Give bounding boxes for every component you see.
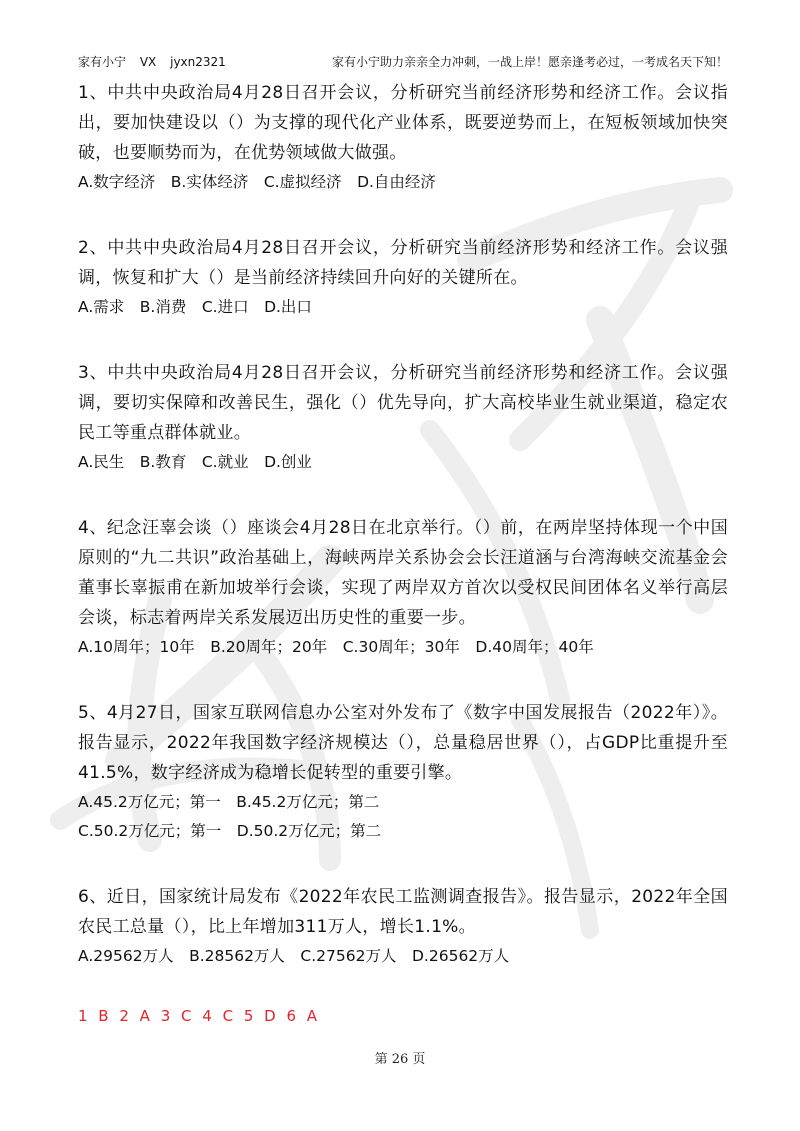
question-3 bbox=[78, 358, 728, 477]
question-2 bbox=[78, 233, 728, 322]
question-stem: 1、中共中央政治局4月28日召开会议，分析研究当前经济形势和经济工作。会议指出，要加快建设以（）为支撑的现代化产业体系，既要逆势而上，在短板领域加快突破，也要顺势而为，在优势领域做大做强。 bbox=[78, 83, 728, 163]
page-number: 第 26 页 bbox=[374, 1052, 426, 1067]
question-stem: 2、中共中央政治局4月28日召开会议，分析研究当前经济形势和经济工作。会议强调，恢复和扩大（）是当前经济持续回升向好的关键所在。 bbox=[78, 238, 728, 288]
header-left bbox=[78, 52, 236, 72]
header-id: jyxn2321 bbox=[170, 55, 226, 69]
question-stem: 6、近日，国家统计局发布《2022年农民工监测调查报告》。报告显示，2022年全国农民工总量（），比上年增加311万人，增长1.1%。 bbox=[78, 887, 728, 937]
header-slogan: 家有小宁助力亲亲全力冲刺，一战上岸！愿亲逢考必过，一考成名天下知！ bbox=[331, 55, 728, 69]
question-6 bbox=[78, 882, 728, 971]
question-options bbox=[78, 168, 728, 197]
page-header bbox=[78, 52, 728, 72]
header-vx: VX bbox=[139, 55, 157, 69]
question-stem: 4、纪念汪辜会谈（）座谈会4月28日在北京举行。（）前，在两岸坚持体现一个中国原则的“九二共识”政治基础上，海峡两岸关系协会会长汪道涵与台湾海峡交流基金会董事长辜振甫在新加坡举行会谈，实现了两岸双方首次以受权民间团体名义举行高层会谈，标志着两岸关系发展迈出历史性的重要一步。 bbox=[78, 518, 728, 628]
question-stem: 3、中共中央政治局4月28日召开会议，分析研究当前经济形势和经济工作。会议强调，要切实保障和改善民生，强化（）优先导向，扩大高校毕业生就业渠道，稳定农民工等重点群体就业。 bbox=[78, 363, 728, 443]
question-options bbox=[78, 942, 728, 971]
question-5 bbox=[78, 698, 728, 846]
option-line: A.民生 B.教育 C.就业 D.创业 bbox=[78, 453, 312, 471]
header-name: 家有小宁 bbox=[78, 55, 127, 69]
question-stem: 5、4月27日，国家互联网信息办公室对外发布了《数字中国发展报告（2022年）》。报告显示，2022年我国数字经济规模达（），总量稳居世界（），占GDP比重提升至41.5%，数字经济成为稳增长促转型的重要引擎。 bbox=[78, 703, 728, 783]
document-page bbox=[78, 52, 728, 1025]
question-4 bbox=[78, 513, 728, 662]
question-1 bbox=[78, 78, 728, 197]
option-line: A.需求 B.消费 C.进口 D.出口 bbox=[78, 298, 312, 316]
option-line: A.29562万人 B.28562万人 C.27562万人 D.26562万人 bbox=[78, 947, 510, 965]
option-line: A.数字经济 B.实体经济 C.虚拟经济 D.自由经济 bbox=[78, 173, 436, 191]
question-options bbox=[78, 633, 728, 662]
option-line: C.50.2万亿元；第一 D.50.2万亿元；第二 bbox=[78, 822, 382, 840]
question-options bbox=[78, 448, 728, 477]
option-line: A.45.2万亿元；第一 B.45.2万亿元；第二 bbox=[78, 793, 380, 811]
option-line: A.10周年；10年 B.20周年；20年 C.30周年；30年 D.40周年；40年 bbox=[78, 638, 594, 656]
question-options bbox=[78, 293, 728, 322]
answer-key: 1 B 2 A 3 C 4 C 5 D 6 A bbox=[78, 1007, 321, 1025]
question-options bbox=[78, 788, 728, 846]
